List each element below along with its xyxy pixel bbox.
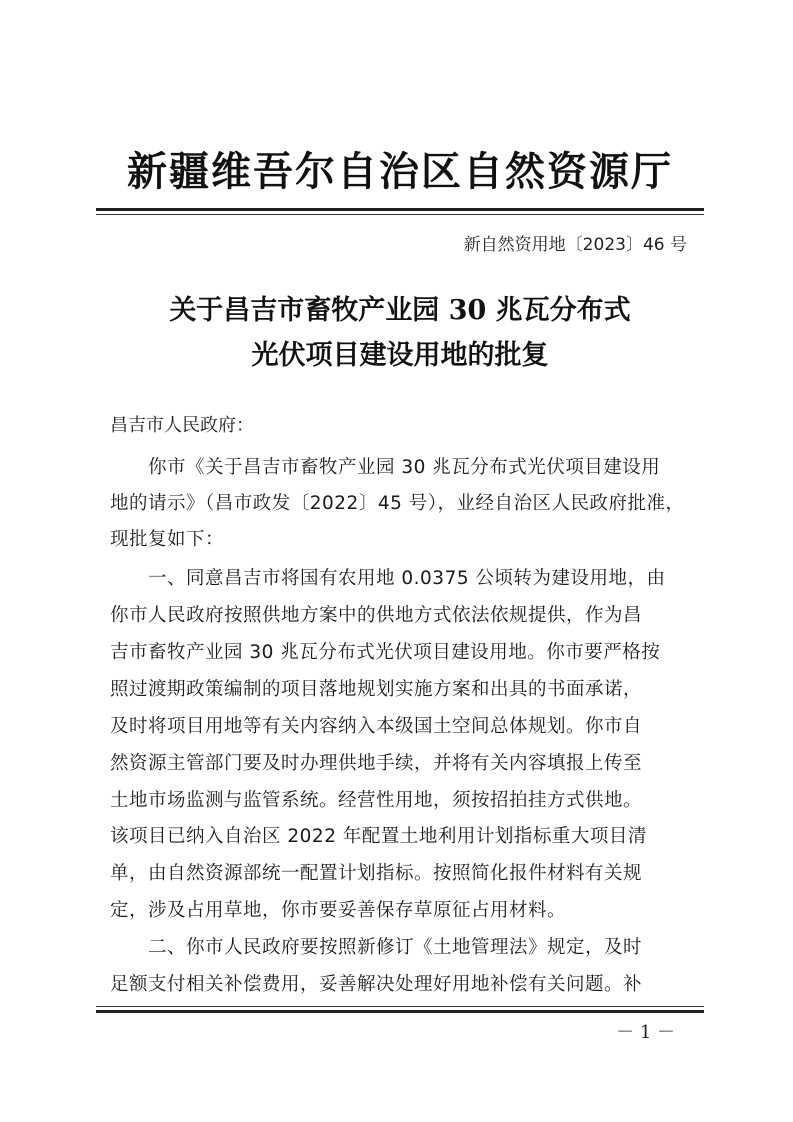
header-rule-thick — [96, 208, 704, 211]
body-line: 单，由自然资源部统一配置计划指标。按照简化报件材料有关规 — [110, 863, 643, 884]
body-line: 现批复如下： — [110, 529, 225, 550]
body-line: 吉市畜牧产业园 30 兆瓦分布式光伏项目建设用地。你市要严格按 — [110, 642, 661, 663]
footer-rule-thin — [96, 1006, 704, 1007]
header-rule-thin — [96, 214, 704, 215]
body-line: 照过渡期政策编制的项目落地规划实施方案和出具的书面承诺， — [110, 679, 643, 700]
body-line: 定，涉及占用草地，你市要妥善保存草原征占用材料。 — [110, 900, 567, 921]
document-title-line-2: 光伏项目建设用地的批复 — [251, 340, 549, 371]
body-line: 地的请示》（昌市政发〔2022〕45 号），业经自治区人民政府批准， — [110, 493, 685, 514]
page-number: － 1 － — [616, 1022, 675, 1043]
body-line: 你市《关于昌吉市畜牧产业园 30 兆瓦分布式光伏项目建设用 — [110, 457, 661, 478]
body-line: 二、你市人民政府要按照新修订《土地管理法》规定，及时 — [110, 937, 643, 958]
footer-rule-thick — [96, 1010, 704, 1013]
body-line: 然资源主管部门要及时办理供地手续，并将有关内容填报上传至 — [110, 753, 643, 774]
body-line: 该项目已纳入自治区 2022 年配置土地利用计划指标重大项目清 — [110, 826, 647, 847]
issuing-authority-header: 新疆维吾尔自治区自然资源厅 — [127, 148, 673, 195]
document-title-line-1: 关于昌吉市畜牧产业园 30 兆瓦分布式 — [169, 295, 631, 326]
addressee: 昌吉市人民政府： — [110, 415, 254, 436]
document-number: 新自然资用地〔2023〕46 号 — [463, 235, 687, 255]
body-line: 你市人民政府按照供地方案中的供地方式依法依规提供，作为昌 — [110, 605, 643, 626]
body-line: 及时将项目用地等有关内容纳入本级国土空间总体规划。你市自 — [110, 716, 643, 737]
body-line: 足额支付相关补偿费用，妥善解决处理好用地补偿有关问题。补 — [110, 974, 643, 995]
body-line: 土地市场监测与监管系统。经营性用地，须按招拍挂方式供地。 — [110, 790, 643, 811]
body-line: 一、同意昌吉市将国有农用地 0.0375 公顷转为建设用地，由 — [110, 568, 666, 589]
